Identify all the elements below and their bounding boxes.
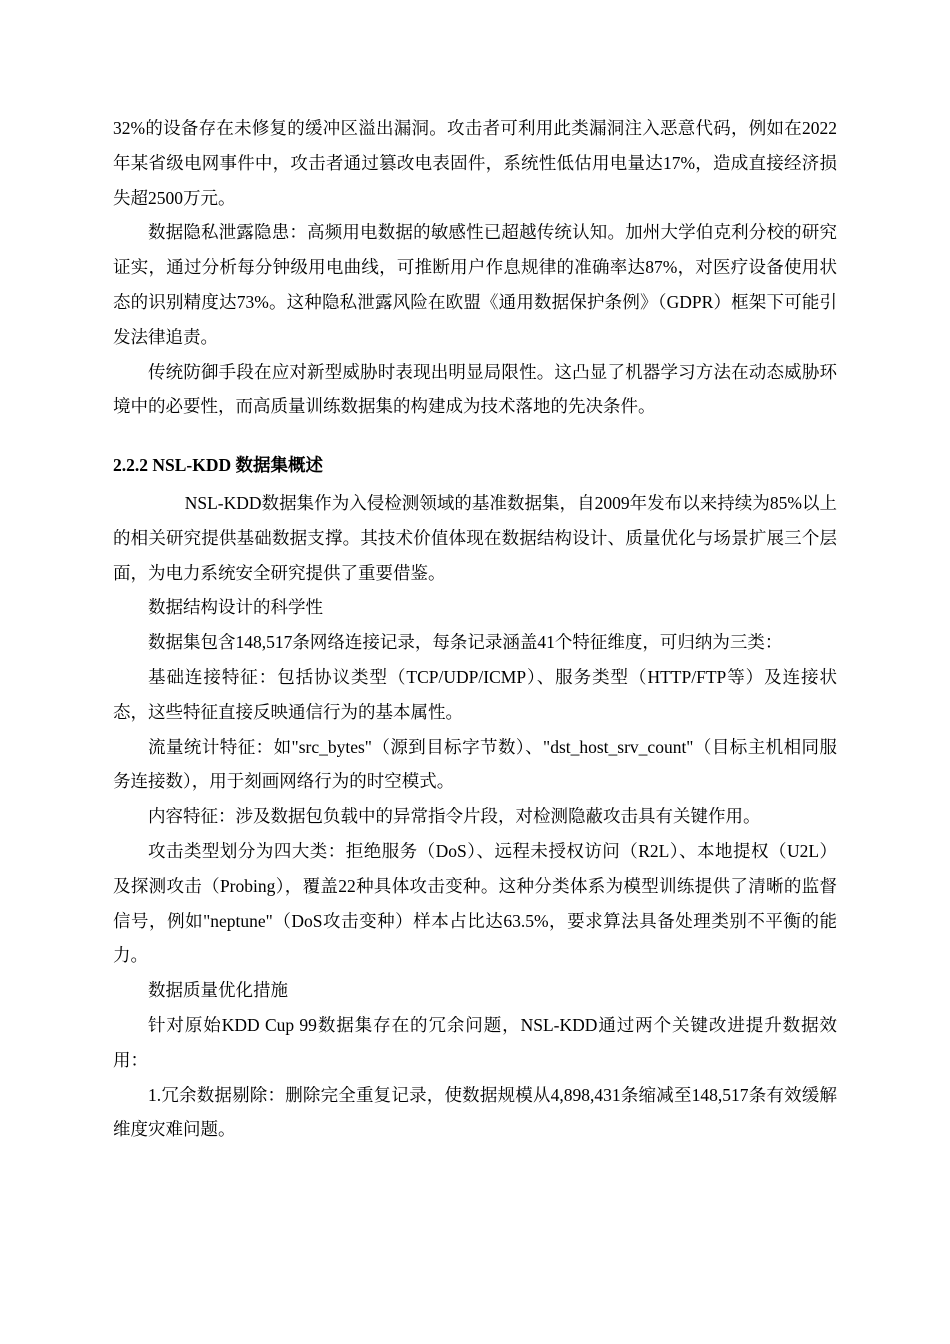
- paragraph-privacy-risk: 数据隐私泄露隐患：高频用电数据的敏感性已超越传统认知。加州大学伯克利分校的研究证实，通过分析每分钟级用电曲线，可推断用户作息规律的准确率达87%，对医疗设备使用状态的识别精度达73%。这种隐私泄露风险在欧盟《通用数据保护条例》（GDPR）框架下可能引发法律追责。: [113, 222, 837, 347]
- spacer: [113, 424, 837, 448]
- paragraph-basic-features: 基础连接特征：包括协议类型（TCP/UDP/ICMP）、服务类型（HTTP/FTP等）及连接状态，这些特征直接反映通信行为的基本属性。: [113, 666, 837, 722]
- paragraph-nsl-kdd-intro: NSL-KDD数据集作为入侵检测领域的基准数据集，自2009年发布以来持续为85%以上的相关研究提供基础数据支撑。其技术价值体现在数据结构设计、质量优化与场景扩展三个层面，为电力系统安全研究提供了重要借鉴。: [113, 492, 837, 583]
- subheading-data-quality: 数据质量优化措施: [148, 980, 288, 1001]
- section-heading: 2.2.2 NSL-KDD 数据集概述: [113, 455, 324, 476]
- paragraph-dataset-records: 数据集包含148,517条网络连接记录，每条记录涵盖41个特征维度，可归纳为三类：: [148, 632, 783, 653]
- paragraph-redundancy-issue: 针对原始KDD Cup 99数据集存在的冗余问题，NSL-KDD通过两个关键改进提升数据效用：: [113, 1014, 837, 1070]
- paragraph-attack-types: 攻击类型划分为四大类：拒绝服务（DoS）、远程未授权访问（R2L）、本地提权（U2L）及探测攻击（Probing），覆盖22种具体攻击变种。这种分类体系为模型训练提供了清晰的监督信号，例如"neptune"（DoS攻击变种）样本占比达63.5%，要求算法具备处理类别不平衡的能力。: [113, 840, 837, 966]
- paragraph-traditional-defense: 传统防御手段在应对新型威胁时表现出明显局限性。这凸显了机器学习方法在动态威胁环境中的必要性，而高质量训练数据集的构建成为技术落地的先决条件。: [113, 361, 837, 417]
- paragraph-redundant-removal: 1.冗余数据剔除：删除完全重复记录，使数据规模从4,898,431条缩减至148,517条有效缓解维度灾难问题。: [113, 1084, 837, 1140]
- document-body: [113, 111, 837, 1147]
- paragraph-traffic-features: 流量统计特征：如"src_bytes"（源到目标字节数）、"dst_host_srv_count"（目标主机相同服务连接数），用于刻画网络行为的时空模式。: [113, 736, 837, 792]
- paragraph-content-features: 内容特征：涉及数据包负载中的异常指令片段，对检测隐蔽攻击具有关键作用。: [148, 806, 761, 827]
- subheading-data-structure: 数据结构设计的科学性: [148, 597, 323, 618]
- paragraph-buffer-overflow: 32%的设备存在未修复的缓冲区溢出漏洞。攻击者可利用此类漏洞注入恶意代码，例如在2022年某省级电网事件中，攻击者通过篡改电表固件，系统性低估用电量达17%，造成直接经济损失超2500万元。: [113, 118, 837, 208]
